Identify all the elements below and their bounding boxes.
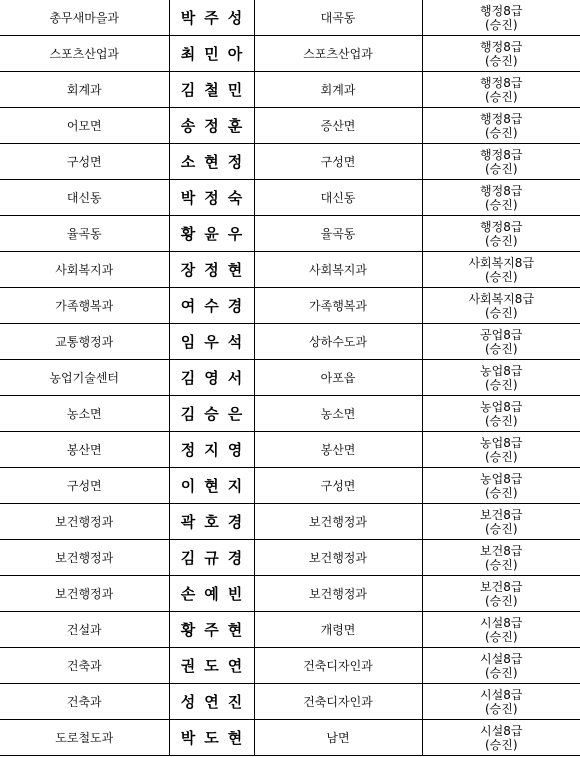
grade-text: 농업8급 xyxy=(480,399,523,414)
new-assignment-cell: 농소면 xyxy=(254,396,422,432)
new-assignment-cell: 건축디자인과 xyxy=(254,648,422,684)
employee-name-cell: 성연진 xyxy=(169,684,254,720)
grade-cell xyxy=(422,360,580,396)
grade-text: 행정8급 xyxy=(480,3,523,18)
grade-cell xyxy=(422,0,580,36)
grade-text: 사회복지8급 xyxy=(468,291,535,306)
new-assignment-cell: 보건행정과 xyxy=(254,540,422,576)
table-row xyxy=(0,684,580,720)
table-row xyxy=(0,36,580,72)
grade-cell xyxy=(422,36,580,72)
grade-cell xyxy=(422,324,580,360)
current-department-cell: 사회복지과 xyxy=(0,252,169,288)
grade-text: 행정8급 xyxy=(480,39,523,54)
promotion-note: (승진) xyxy=(484,161,518,176)
grade-cell xyxy=(422,216,580,252)
employee-name-cell: 김규경 xyxy=(169,540,254,576)
promotion-note: (승진) xyxy=(484,557,518,572)
promotion-note: (승진) xyxy=(484,341,518,356)
grade-cell xyxy=(422,396,580,432)
grade-cell xyxy=(422,144,580,180)
table-row xyxy=(0,180,580,216)
promotion-note: (승진) xyxy=(484,521,518,536)
grade-text: 행정8급 xyxy=(480,183,523,198)
current-department-cell: 농업기술센터 xyxy=(0,360,169,396)
grade-cell xyxy=(422,432,580,468)
promotion-note: (승진) xyxy=(484,233,518,248)
grade-text: 행정8급 xyxy=(480,75,523,90)
promotion-note: (승진) xyxy=(484,449,518,464)
table-row xyxy=(0,612,580,648)
grade-cell xyxy=(422,108,580,144)
table-row xyxy=(0,216,580,252)
table-row xyxy=(0,540,580,576)
employee-name-cell: 소현정 xyxy=(169,144,254,180)
current-department-cell: 보건행정과 xyxy=(0,576,169,612)
grade-text: 사회복지8급 xyxy=(468,255,535,270)
new-assignment-cell: 아포읍 xyxy=(254,360,422,396)
grade-text: 시설8급 xyxy=(480,723,523,738)
table-row xyxy=(0,468,580,504)
new-assignment-cell: 율곡동 xyxy=(254,216,422,252)
table-row xyxy=(0,144,580,180)
current-department-cell: 율곡동 xyxy=(0,216,169,252)
grade-cell xyxy=(422,648,580,684)
employee-name-cell: 김철민 xyxy=(169,72,254,108)
grade-cell xyxy=(422,576,580,612)
promotion-note: (승진) xyxy=(484,53,518,68)
new-assignment-cell: 회계과 xyxy=(254,72,422,108)
promotion-note: (승진) xyxy=(484,89,518,104)
table-row xyxy=(0,648,580,684)
promotion-note: (승진) xyxy=(484,413,518,428)
table-row xyxy=(0,252,580,288)
grade-text: 보건8급 xyxy=(480,579,523,594)
promotion-note: (승진) xyxy=(484,269,518,284)
current-department-cell: 가족행복과 xyxy=(0,288,169,324)
employee-name-cell: 김영서 xyxy=(169,360,254,396)
current-department-cell: 건축과 xyxy=(0,684,169,720)
employee-name-cell: 박주성 xyxy=(169,0,254,36)
table-row xyxy=(0,288,580,324)
grade-cell xyxy=(422,720,580,756)
table-row xyxy=(0,0,580,36)
promotion-note: (승진) xyxy=(484,377,518,392)
employee-name-cell: 임우석 xyxy=(169,324,254,360)
grade-text: 시설8급 xyxy=(480,651,523,666)
promotion-note: (승진) xyxy=(484,701,518,716)
promotion-note: (승진) xyxy=(484,125,518,140)
employee-name-cell: 박도현 xyxy=(169,720,254,756)
table-row xyxy=(0,324,580,360)
grade-text: 공업8급 xyxy=(480,327,523,342)
grade-text: 행정8급 xyxy=(480,219,523,234)
promotion-note: (승진) xyxy=(484,737,518,752)
current-department-cell: 보건행정과 xyxy=(0,540,169,576)
current-department-cell: 보건행정과 xyxy=(0,504,169,540)
new-assignment-cell: 보건행정과 xyxy=(254,576,422,612)
current-department-cell: 구성면 xyxy=(0,144,169,180)
grade-cell xyxy=(422,504,580,540)
promotion-note: (승진) xyxy=(484,197,518,212)
current-department-cell: 구성면 xyxy=(0,468,169,504)
new-assignment-cell: 가족행복과 xyxy=(254,288,422,324)
grade-text: 농업8급 xyxy=(480,363,523,378)
grade-text: 보건8급 xyxy=(480,543,523,558)
grade-text: 보건8급 xyxy=(480,507,523,522)
table-row xyxy=(0,396,580,432)
grade-text: 행정8급 xyxy=(480,147,523,162)
employee-name-cell: 이현지 xyxy=(169,468,254,504)
current-department-cell: 대신동 xyxy=(0,180,169,216)
current-department-cell: 건축과 xyxy=(0,648,169,684)
employee-name-cell: 장정현 xyxy=(169,252,254,288)
current-department-cell: 농소면 xyxy=(0,396,169,432)
grade-text: 행정8급 xyxy=(480,111,523,126)
current-department-cell: 교통행정과 xyxy=(0,324,169,360)
employee-name-cell: 손예빈 xyxy=(169,576,254,612)
employee-name-cell: 여수경 xyxy=(169,288,254,324)
grade-cell xyxy=(422,288,580,324)
employee-name-cell: 황주현 xyxy=(169,612,254,648)
grade-text: 시설8급 xyxy=(480,687,523,702)
grade-cell xyxy=(422,684,580,720)
employee-name-cell: 박정숙 xyxy=(169,180,254,216)
employee-name-cell: 김승은 xyxy=(169,396,254,432)
current-department-cell: 건설과 xyxy=(0,612,169,648)
new-assignment-cell: 상하수도과 xyxy=(254,324,422,360)
grade-cell xyxy=(422,72,580,108)
new-assignment-cell: 봉산면 xyxy=(254,432,422,468)
employee-name-cell: 정지영 xyxy=(169,432,254,468)
new-assignment-cell: 구성면 xyxy=(254,144,422,180)
new-assignment-cell: 사회복지과 xyxy=(254,252,422,288)
grade-text: 농업8급 xyxy=(480,435,523,450)
new-assignment-cell: 건축디자인과 xyxy=(254,684,422,720)
new-assignment-cell: 남면 xyxy=(254,720,422,756)
new-assignment-cell: 대신동 xyxy=(254,180,422,216)
grade-cell xyxy=(422,540,580,576)
promotion-note: (승진) xyxy=(484,485,518,500)
new-assignment-cell: 스포츠산업과 xyxy=(254,36,422,72)
promotion-note: (승진) xyxy=(484,305,518,320)
table-row xyxy=(0,720,580,756)
employee-name-cell: 황윤우 xyxy=(169,216,254,252)
new-assignment-cell: 구성면 xyxy=(254,468,422,504)
employee-name-cell: 권도연 xyxy=(169,648,254,684)
table-row xyxy=(0,432,580,468)
current-department-cell: 회계과 xyxy=(0,72,169,108)
employee-name-cell: 최민아 xyxy=(169,36,254,72)
current-department-cell: 봉산면 xyxy=(0,432,169,468)
grade-cell xyxy=(422,180,580,216)
current-department-cell: 스포츠산업과 xyxy=(0,36,169,72)
employee-name-cell: 송정훈 xyxy=(169,108,254,144)
table-row xyxy=(0,576,580,612)
grade-cell xyxy=(422,252,580,288)
table-row xyxy=(0,504,580,540)
new-assignment-cell: 보건행정과 xyxy=(254,504,422,540)
promotion-note: (승진) xyxy=(484,593,518,608)
grade-text: 시설8급 xyxy=(480,615,523,630)
promotion-note: (승진) xyxy=(484,17,518,32)
employee-name-cell: 곽호경 xyxy=(169,504,254,540)
new-assignment-cell: 증산면 xyxy=(254,108,422,144)
grade-cell xyxy=(422,612,580,648)
table-row xyxy=(0,108,580,144)
promotion-note: (승진) xyxy=(484,629,518,644)
current-department-cell: 어모면 xyxy=(0,108,169,144)
current-department-cell: 도로철도과 xyxy=(0,720,169,756)
grade-cell xyxy=(422,468,580,504)
new-assignment-cell: 개령면 xyxy=(254,612,422,648)
new-assignment-cell: 대곡동 xyxy=(254,0,422,36)
table-row xyxy=(0,72,580,108)
current-department-cell: 총무새마을과 xyxy=(0,0,169,36)
grade-text: 농업8급 xyxy=(480,471,523,486)
promotion-note: (승진) xyxy=(484,665,518,680)
table-row xyxy=(0,360,580,396)
